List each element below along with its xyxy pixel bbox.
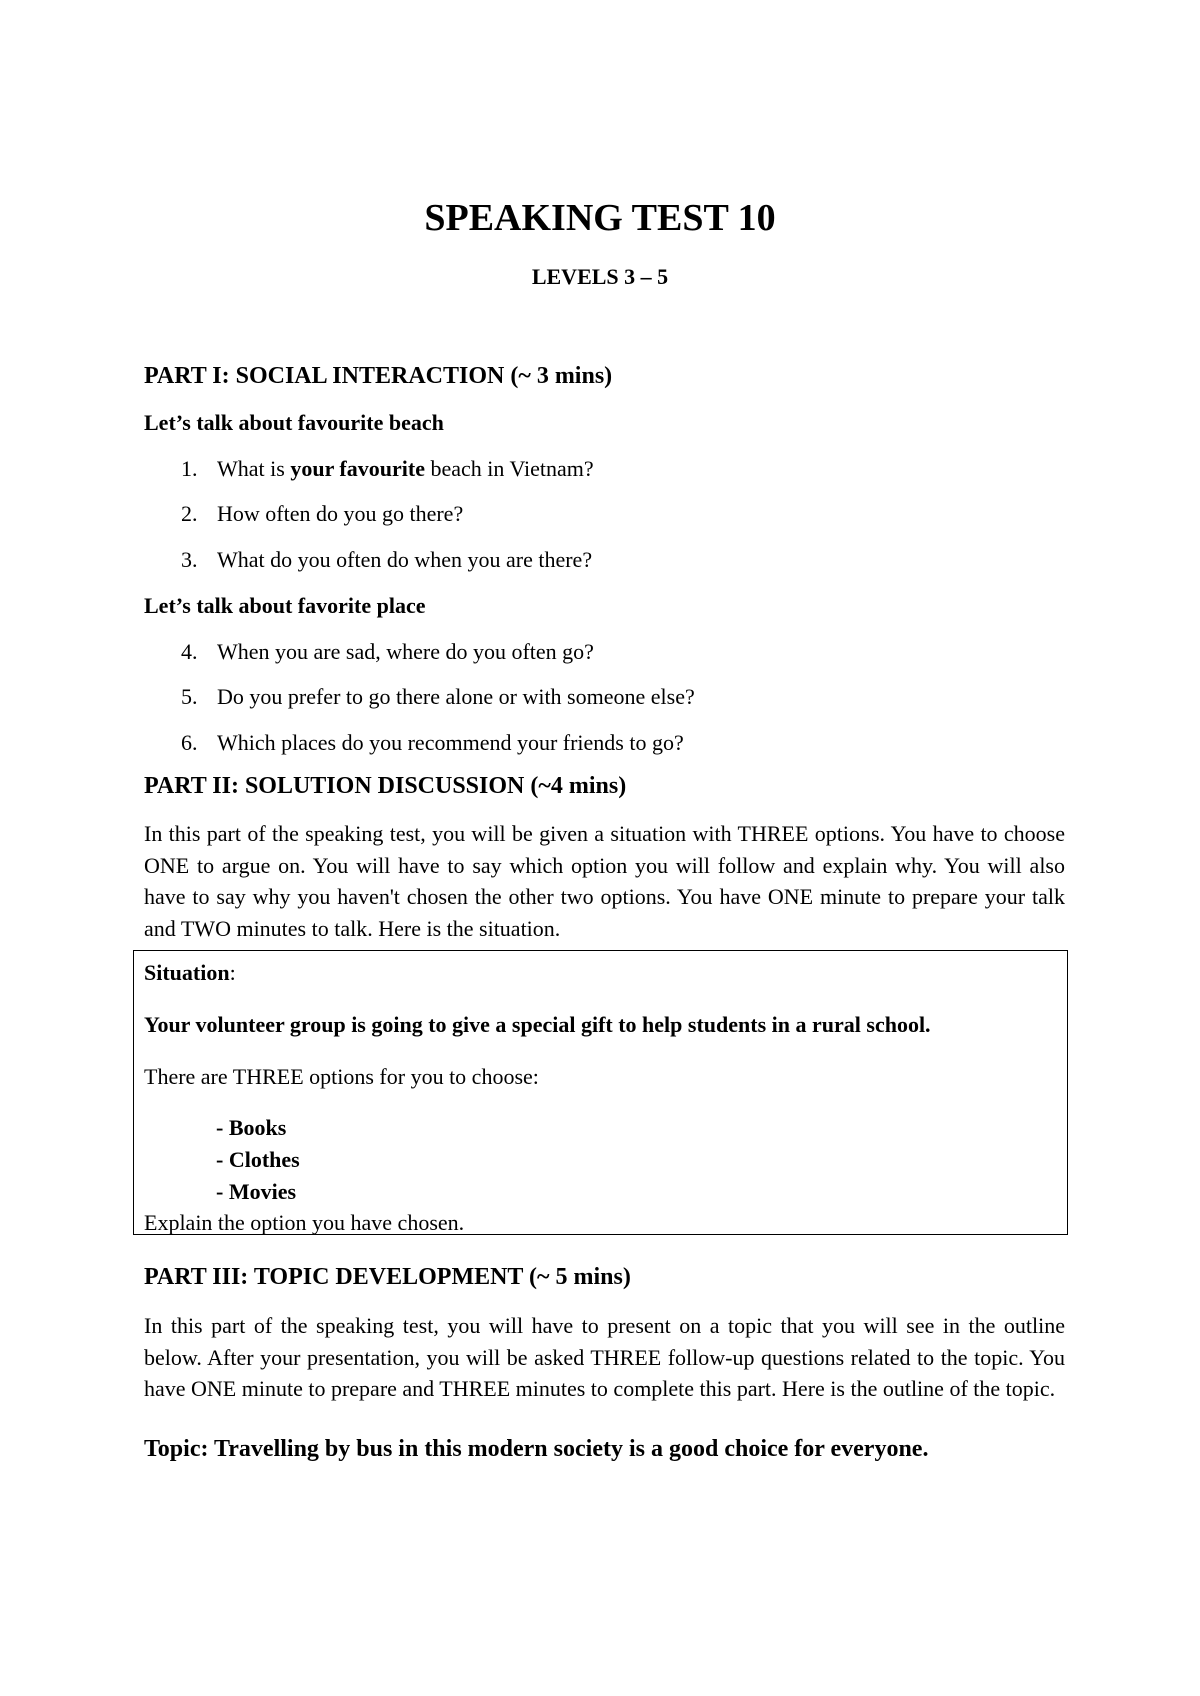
- part2-intro: In this part of the speaking test, you will be given a situation with THREE options. You have to choose ONE to argue on. You will have to say which option you will follow and explain why. You will also have to say why you haven't chosen the other two options. You have ONE minute to prepare your talk and TWO minutes to talk. Here is the situation.: [144, 821, 1065, 941]
- question-1-emphasis: your favourite: [290, 456, 425, 481]
- question-4: When you are sad, where do you often go?: [217, 639, 594, 664]
- question-1-part-c: beach in Vietnam?: [424, 456, 594, 481]
- question-number: 1.: [181, 456, 198, 481]
- question-number: 4.: [181, 639, 198, 664]
- question-6: Which places do you recommend your friends to go?: [217, 730, 684, 755]
- question-number: 2.: [181, 501, 198, 526]
- situation-label: [144, 960, 236, 986]
- question-number: 3.: [181, 547, 198, 572]
- situation-label-colon: :: [229, 960, 236, 985]
- question-3: What do you often do when you are there?: [217, 547, 593, 572]
- part2-heading: PART II: SOLUTION DISCUSSION (~4 mins): [144, 773, 627, 799]
- part3-intro: In this part of the speaking test, you will have to present on a topic that you will see in the outline below. After your presentation, you will be asked THREE follow-up questions related to the topic. You have ONE minute to prepare and THREE minutes to complete this part. Here is the outline of the topic.: [144, 1313, 1065, 1401]
- part3-heading: PART III: TOPIC DEVELOPMENT (~ 5 mins): [144, 1264, 631, 1290]
- option-books: - Books: [216, 1115, 287, 1140]
- part1-group2-title: Let’s talk about favorite place: [144, 593, 426, 618]
- question-number: 5.: [181, 684, 198, 709]
- page-title: SPEAKING TEST 10: [424, 197, 776, 239]
- options-intro: There are THREE options for you to choose:: [144, 1064, 539, 1089]
- question-number: 6.: [181, 730, 198, 755]
- question-1-part-a: What is: [217, 456, 291, 481]
- question-1: [217, 456, 594, 482]
- option-movies: - Movies: [216, 1179, 297, 1204]
- situation-label-text: Situation: [144, 960, 230, 985]
- question-5: Do you prefer to go there alone or with someone else?: [217, 684, 695, 709]
- part1-group1-title: Let’s talk about favourite beach: [144, 410, 444, 435]
- levels-subtitle: LEVELS 3 – 5: [531, 264, 669, 289]
- part1-heading: PART I: SOCIAL INTERACTION (~ 3 mins): [144, 363, 613, 389]
- situation-text: Your volunteer group is going to give a special gift to help students in a rural school.: [144, 1012, 931, 1037]
- situation-closing: Explain the option you have chosen.: [144, 1210, 465, 1235]
- option-clothes: - Clothes: [216, 1147, 300, 1172]
- topic-statement: Topic: Travelling by bus in this modern society is a good choice for everyone.: [144, 1436, 929, 1462]
- question-2: How often do you go there?: [217, 501, 464, 526]
